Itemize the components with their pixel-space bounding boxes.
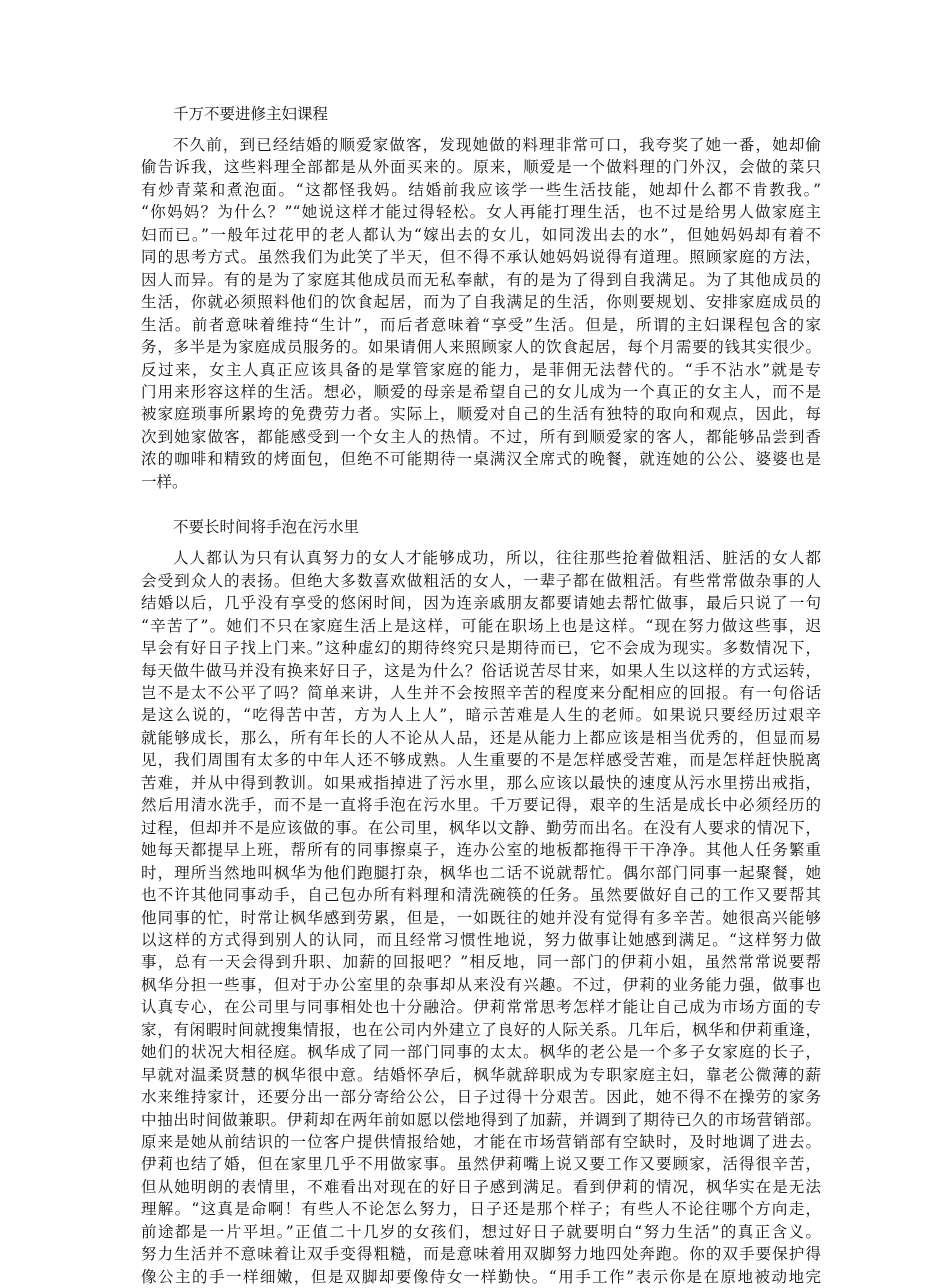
- paragraph-line: 以这样的方式得到别人的认同，而且经常习惯性地说，努力做事让她感到满足。“这样努力做: [141, 930, 821, 949]
- section-title: 千万不要进修主妇课程: [173, 105, 329, 123]
- paragraph-line: 有炒青菜和煮泡面。“这都怪我妈。结婚前我应该学一些生活技能，她却什么都不肯教我。”: [141, 180, 821, 199]
- paragraph-line: 浓的咖啡和精致的烤面包，但绝不可能期待一桌满汉全席式的晚餐，就连她的公公、婆婆也是: [141, 450, 821, 469]
- paragraph-line: 前途都是一片平坦。”正值二十几岁的女孩们，想过好日子就要明白“努力生活”的真正含义。: [141, 1222, 821, 1241]
- paragraph-line: 他同事的忙，时常让枫华感到劳累，但是，一如既往的她并没有觉得有多辛苦。她很高兴能够: [141, 908, 821, 927]
- paragraph-line: 不久前，到已经结婚的顺爱家做客，发现她做的料理非常可口，我夸奖了她一番，她却偷: [173, 136, 821, 154]
- paragraph-line: 一样。: [141, 472, 188, 491]
- paragraph-line: 被家庭琐事所累垮的免费劳力者。实际上，顺爱对自己的生活有独特的取向和观点，因此，每: [141, 405, 821, 424]
- paragraph-line: “辛苦了”。她们不只在家庭生活上是这样，可能在职场上也是这样。“现在努力做这些事，迟: [141, 616, 821, 635]
- paragraph-line: 人人都认为只有认真努力的女人才能够成功，所以，往往那些抢着做粗活、脏活的女人都: [173, 549, 821, 568]
- paragraph-line: 水来维持家计，还要分出一部分寄给公公，日子过得十分艰苦。因此，她不得不在操劳的家务: [141, 1088, 821, 1107]
- paragraph-line: 家，有闲暇时间就搜集情报，也在公司内外建立了良好的人际关系。几年后，枫华和伊莉重逢，: [141, 1020, 821, 1039]
- paragraph-line: 务，多半是为家庭成员服务的。如果请佣人来照顾家人的饮食起居，每个月需要的钱其实很少。: [141, 338, 821, 357]
- paragraph-line: 她每天都提早上班，帮所有的同事擦桌子，连办公室的地板都拖得干干净净。其他人任务繁重: [141, 841, 821, 860]
- paragraph-line: 苦难，并从中得到教训。如果戒指掉进了污水里，那么应该以最快的速度从污水里捞出戒指，: [141, 773, 821, 792]
- paragraph-line: 见，我们周围有太多的中年人还不够成熟。人生重要的不是怎样感受苦难，而是怎样赶快脱离: [141, 751, 821, 770]
- document-page: [141, 103, 821, 1288]
- paragraph-line: 生活，你就必须照料他们的饮食起居，而为了自我满足的生活，你则要规划、安排家庭成员的: [141, 293, 821, 312]
- paragraph-line: 每天做牛做马并没有换来好日子，这是为什么？俗话说苦尽甘来，如果人生以这样的方式运转，: [141, 661, 821, 680]
- paragraph-line: 她们的状况大相径庭。枫华成了同一部门同事的太太。枫华的老公是一个多子女家庭的长子，: [141, 1043, 821, 1062]
- paragraph-line: 次到她家做客，都能感受到一个女主人的热情。不过，所有到顺爱家的客人，都能够品尝到香: [141, 427, 821, 446]
- paragraph-line: 枫华分担一些事，但对于办公室里的杂事却从来没有兴趣。不过，伊莉的业务能力强，做事也: [141, 975, 821, 994]
- paragraph-line: 理解。“这真是命啊！有些人不论怎么努力，日子还是那个样子；有些人不论往哪个方向走，: [141, 1200, 821, 1219]
- paragraph-line: 伊莉也结了婚，但在家里几乎不用做家事。虽然伊莉嘴上说又要工作又要顾家，活得很辛苦，: [141, 1155, 821, 1174]
- paragraph-line: 早会有好日子找上门来。”这种虚幻的期待终究只是期待而已，它不会成为现实。多数情况下，: [141, 639, 821, 658]
- paragraph-line: 结婚以后，几乎没有享受的悠闲时间，因为连亲戚朋友都要请她去帮忙做事，最后只说了一句: [141, 594, 821, 613]
- paragraph-line: “你妈妈？为什么？”“她说这样才能过得轻松。女人再能打理生活，也不过是给男人做家庭主: [141, 203, 821, 222]
- paragraph-line: 早就对温柔贤慧的枫华很中意。结婚怀孕后，枫华就辞职成为专职家庭主妇，靠老公微薄的薪: [141, 1065, 821, 1084]
- paragraph-line: 同的思考方式。虽然我们为此笑了半天，但不得不承认她妈妈说得有道理。照顾家庭的方法，: [141, 248, 821, 267]
- paragraph-line: 生活。前者意味着维持“生计”，而后者意味着“享受”生活。但是，所谓的主妇课程包含的家: [141, 315, 821, 334]
- paragraph-line: 反过来，女主人真正应该具备的是掌管家庭的能力，是菲佣无法替代的。“手不沾水”就是专: [141, 360, 821, 379]
- section-body: [141, 547, 821, 1288]
- paragraph-line: 时，理所当然地叫枫华为他们跑腿打杂，枫华也二话不说就帮忙。偶尔部门同事一起聚餐，她: [141, 863, 821, 882]
- paragraph-line: 认真专心，在公司里与同事相处也十分融洽。伊莉常常思考怎样才能让自己成为市场方面的专: [141, 998, 821, 1017]
- section-title: 不要长时间将手泡在污水里: [173, 518, 360, 537]
- paragraph-line: 也不许其他同事动手，自己包办所有料理和清洗碗筷的任务。虽然要做好自己的工作又要帮其: [141, 886, 821, 905]
- paragraph-line: 偷告诉我，这些料理全部都是从外面买来的。原来，顺爱是一个做料理的门外汉，会做的菜只: [141, 158, 821, 177]
- paragraph-line: 事，总有一天会得到升职、加薪的回报吧？”相反地，同一部门的伊莉小姐，虽然常常说要帮: [141, 953, 821, 972]
- paragraph-line: 就能够成长，那么，所有年长的人不论从人品，还是从能力上都应该是相当优秀的，但显而易: [141, 728, 821, 747]
- paragraph-line: 然后用清水洗手，而不是一直将手泡在污水里。千万要记得，艰辛的生活是成长中必须经历的: [141, 796, 821, 815]
- paragraph-line: 妇而已。”一般年过花甲的老人都认为“嫁出去的女儿，如同泼出去的水”，但她妈妈却有着不: [141, 225, 821, 244]
- paragraph-line: 门用来形容这样的生活。想必，顺爱的母亲是希望自己的女儿成为一个真正的女主人，而不是: [141, 382, 821, 401]
- paragraph-line: 像公主的手一样细嫩，但是双脚却要像侍女一样勤快。“用手工作”表示你是在原地被动地完: [141, 1267, 821, 1286]
- paragraph-line: 原来是她从前结识的一位客户提供情报给她，才能在市场营销部有空缺时，及时地调了进去。: [141, 1133, 821, 1152]
- paragraph-line: 过程，但却并不是应该做的事。在公司里，枫华以文静、勤劳而出名。在没有人要求的情况下，: [141, 818, 821, 837]
- paragraph-line: 会受到众人的表扬。但绝大多数喜欢做粗活的女人，一辈子都在做粗活。有些常常做杂事的人: [141, 571, 821, 590]
- paragraph-line: 因人而异。有的是为了家庭其他成员而无私奉献，有的是为了得到自我满足。为了其他成员的: [141, 270, 821, 289]
- paragraph-line: 中抽出时间做兼职。伊莉却在两年前如愿以偿地得到了加薪，并调到了期待已久的市场营销部。: [141, 1110, 821, 1129]
- paragraph-line: 是这么说的，“吃得苦中苦，方为人上人”，暗示苦难是人生的老师。如果说只要经历过艰辛: [141, 706, 821, 725]
- paragraph-line: 岂不是太不公平了吗？简单来讲，人生并不会按照辛苦的程度来分配相应的回报。有一句俗话: [141, 683, 821, 702]
- section-body: [141, 134, 821, 493]
- paragraph-line: 努力生活并不意味着让双手变得粗糙，而是意味着用双脚努力地四处奔跑。你的双手要保护得: [141, 1245, 821, 1264]
- paragraph-line: 但从她明朗的表情里，不难看出对现在的好日子感到满足。看到伊莉的情况，枫华实在是无法: [141, 1177, 821, 1196]
